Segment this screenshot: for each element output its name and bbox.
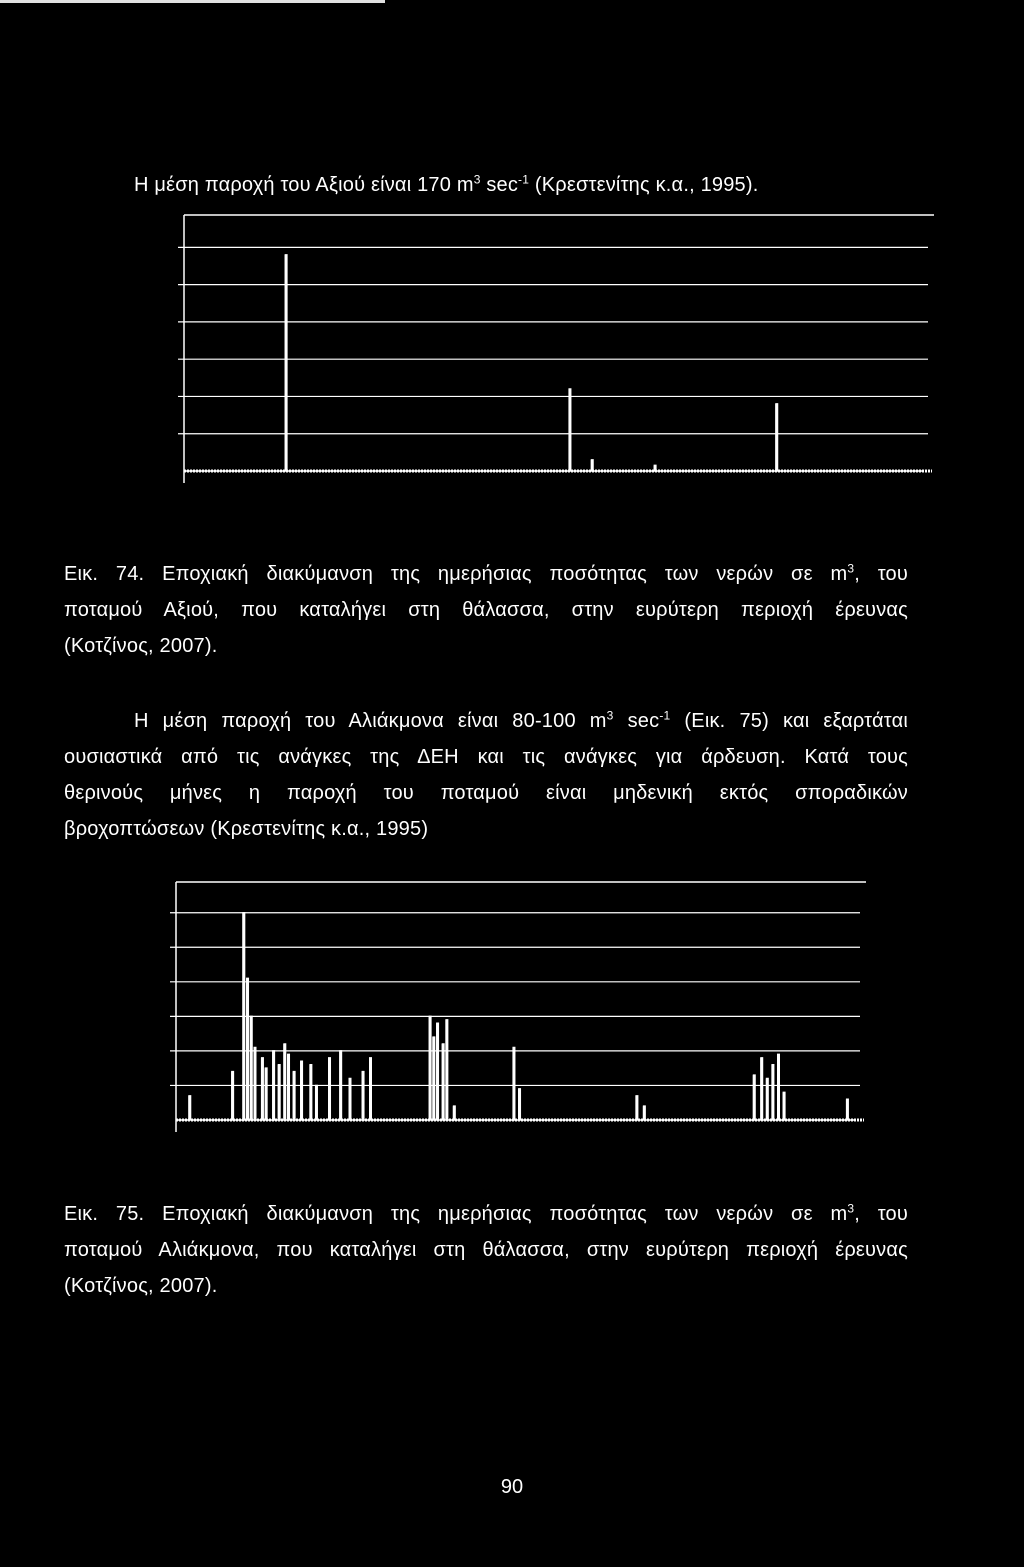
chart-series-line — [184, 255, 924, 471]
figure-74-chart — [176, 205, 936, 505]
figure-75-caption-line-2: ποταμού Αλιάκμονα, που καταλήγει στη θάλασσα, στην ευρύτερη περιοχή έρευνας — [64, 1239, 908, 1261]
paragraph-2-line-4: βροχοπτώσεων (Κρεστενίτης κ.α., 1995) — [64, 818, 429, 840]
paragraph-2-line-3: θερινούς μήνες η παροχή του ποταμού είναι μηδενική εκτός σποραδικών — [64, 782, 908, 804]
figure-75-caption — [64, 1196, 908, 1304]
top-edge-line — [0, 0, 385, 3]
page-number: 90 — [500, 1476, 524, 1498]
paragraph-aliakmonas-discharge — [64, 703, 908, 847]
figure-75-caption-line-3: (Κοτζίνος, 2007). — [64, 1275, 218, 1297]
figure-74-caption-line-3: (Κοτζίνος, 2007). — [64, 635, 218, 657]
figure-74-caption-line-1: Εικ. 74. Εποχιακή διακύμανση της ημερήσιας ποσότητας των νερών σε $m^3$, του — [64, 561, 909, 585]
figure-74-caption — [64, 556, 908, 664]
figure-74-caption-line-2: ποταμού Αξιού, που καταλήγει στη θάλασσα, στην ευρύτερη περιοχή έρευνας — [64, 599, 908, 621]
figure-75-caption-line-1: Εικ. 75. Εποχιακή διακύμανση της ημερήσιας ποσότητας των νερών σε $m^3$, του — [64, 1201, 909, 1225]
paragraph-2-line-1: Η μέση παροχή του Αλιάκμονα είναι 80-100 $m^3$ $\sec^{-1} (E\iota\kappa$. 75) και εξαρτάται — [134, 708, 908, 732]
figure-75-chart — [168, 870, 868, 1175]
paragraph-2-line-2: ουσιαστικά από τις ανάγκες της ΔΕΗ και τις ανάγκες για άρδευση. Κατά τους — [64, 746, 908, 768]
paragraph-axios-discharge: Η μέση παροχή του Αξιού είναι 170 $m^3$ $\sec^{-1} (K\rho\varepsilon\sigma\tau\varepsilon\nu ί\tau\eta\varsigma$ κ.α., 1995). — [134, 172, 759, 196]
